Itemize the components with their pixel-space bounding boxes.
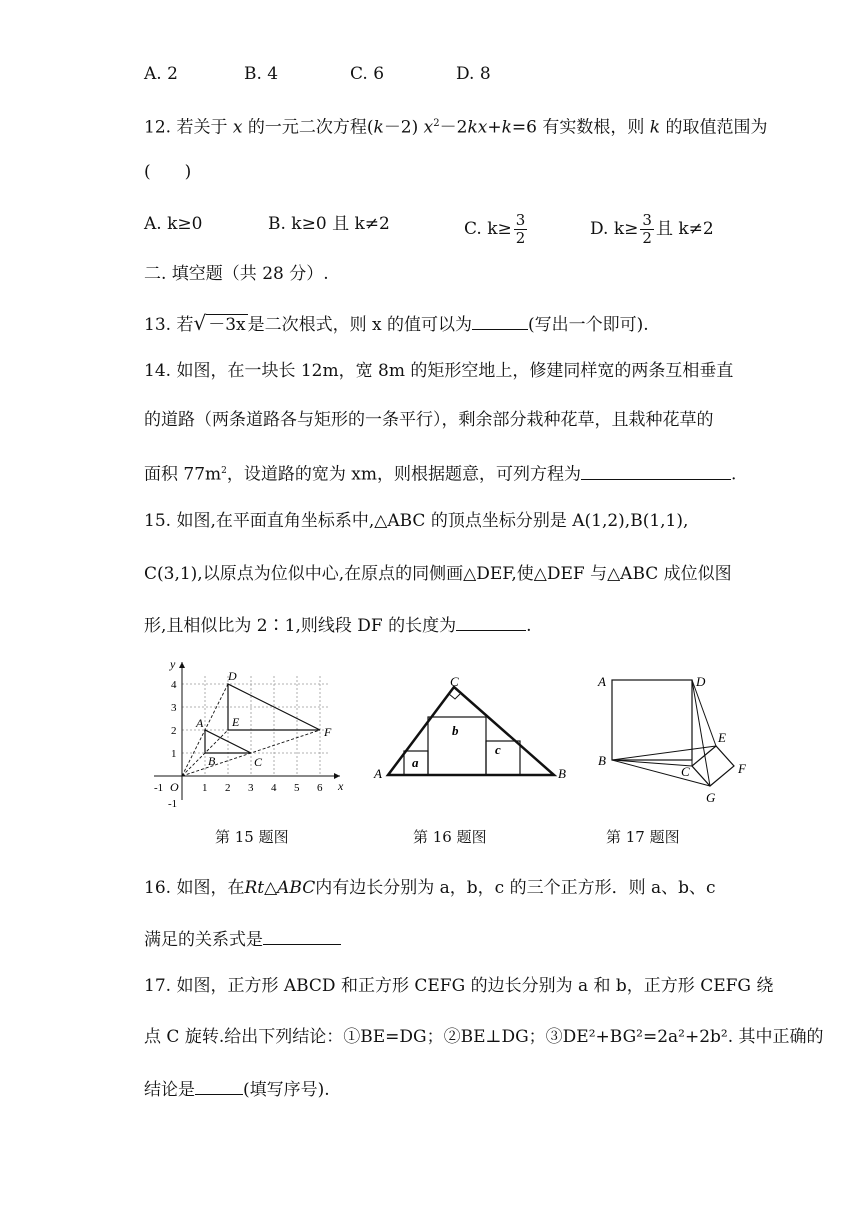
q17-answer-blank[interactable] <box>195 1076 243 1095</box>
y-axis-label: y <box>170 657 176 671</box>
radicand: －3x <box>208 315 246 335</box>
q17-line2: 点 C 旋转.给出下列结论：①BE=DG；②BE⊥DG；③DE²+BG²=2a²+2b². 其中正确的 <box>144 1027 824 1047</box>
y-tick: 2 <box>171 725 177 737</box>
figure-15-caption: 第 15 题图 <box>215 828 289 846</box>
vertex-a-label: A <box>598 674 606 689</box>
q12-option-d: D. k≥ $\frac{3}{2}$ 且 k≠2 <box>590 211 714 247</box>
right-angle-mark <box>449 694 460 699</box>
figure-16-triangle-squares <box>368 668 578 788</box>
y-tick: -1 <box>168 798 178 810</box>
q15-line2: C(3,1),以原点为位似中心,在原点的同侧画△DEF,使△DEF 与△ABC 成位似图 <box>144 564 732 584</box>
q12-option-b: B. k≥0 且 k≠2 <box>268 214 390 234</box>
figure-17-rotated-squares <box>592 668 767 808</box>
vertex-d-label: D <box>696 674 706 689</box>
q14-line2: 的道路（两条道路各与矩形的一条平行），剩余部分栽种花草，且栽种花草的 <box>144 410 714 430</box>
x-tick: 5 <box>294 782 300 794</box>
q17-line1: 17. 如图，正方形 ABCD 和正方形 CEFG 的边长分别为 a 和 b，正方形 CEFG 绕 <box>144 976 774 996</box>
x-tick: 4 <box>271 782 277 794</box>
point-b-label: B <box>208 754 216 768</box>
point-d-label: D <box>228 669 237 683</box>
label-a: a <box>412 755 419 770</box>
q11-option-c: C. 6 <box>350 64 385 84</box>
square-abcd <box>612 680 692 760</box>
q14-answer-blank[interactable] <box>581 461 731 480</box>
vertex-e-label: E <box>718 730 726 745</box>
label-c: c <box>495 742 501 757</box>
x-tick: -1 <box>154 782 164 794</box>
q12-option-c: C. k≥ $\frac{3}{2}$ <box>464 211 526 247</box>
q14-line1: 14. 如图，在一块长 12m，宽 8m 的矩形空地上，修建同样宽的两条互相垂直 <box>144 361 734 381</box>
figure-15-coordinate-plane <box>144 650 354 820</box>
vertex-b-label: B <box>558 766 566 781</box>
x-tick: 6 <box>317 782 323 794</box>
y-tick: 1 <box>171 748 177 760</box>
q16-answer-blank[interactable] <box>263 926 341 945</box>
point-a-label: A <box>196 716 204 730</box>
q12-stem: 12. 若关于 x 的一元二次方程(k－2) $x^2-2kx+k=6$ 有实数根，则 k 的取值范围为 <box>144 117 768 138</box>
label-b: b <box>452 723 459 738</box>
q16-line1: 16. 如图，在Rt△ABC内有边长分别为 a，b，c 的三个正方形．则 a、b、c <box>144 878 716 898</box>
sqrt-sign: √ <box>193 311 207 335</box>
q12-answer-paren: ( ) <box>144 162 192 182</box>
x-axis-label: x <box>338 779 344 793</box>
q13: 13. 若√ －3x 是二次根式，则 x 的值可以为 (写出一个即可). <box>144 311 649 335</box>
x-tick: 1 <box>202 782 208 794</box>
vertex-b-label: B <box>598 753 606 768</box>
vertex-f-label: F <box>738 761 746 776</box>
y-axis-arrow <box>179 662 185 668</box>
figure-17-caption: 第 17 题图 <box>606 828 680 846</box>
q15-answer-blank[interactable] <box>456 612 526 631</box>
q15-line1: 15. 如图,在平面直角坐标系中,△ABC 的顶点坐标分别是 A(1,2),B(1,1), <box>144 511 689 531</box>
fraction-three-halves: $\frac{3}{2}$ <box>515 211 526 247</box>
q16-line2: 满足的关系式是 <box>144 926 341 952</box>
origin-label: O <box>170 780 179 794</box>
q14-line3: 面积 $77m^2$，设道路的宽为 xm，则根据题意，可列方程为 . <box>144 459 736 487</box>
q11-option-d: D. 8 <box>456 64 491 84</box>
x-tick: 2 <box>225 782 231 794</box>
square-cefg <box>692 746 734 786</box>
segment-de <box>692 680 716 746</box>
segment-dg <box>692 680 710 786</box>
section-fill-in: 二. 填空题（共 28 分）. <box>144 264 329 284</box>
point-e-label: E <box>232 715 240 729</box>
figure-16-caption: 第 16 题图 <box>413 828 487 846</box>
q11-options <box>144 62 704 86</box>
vertex-g-label: G <box>706 790 716 805</box>
q11-option-b: B. 4 <box>244 64 279 84</box>
q12-option-a: A. k≥0 <box>144 214 203 234</box>
x-tick: 3 <box>248 782 254 794</box>
vertex-c-label: C <box>450 674 459 689</box>
q11-option-a: A. 2 <box>144 64 178 84</box>
point-f-label: F <box>324 725 332 739</box>
segment-be <box>612 746 716 760</box>
q12-options <box>144 208 784 248</box>
point-c-label: C <box>254 755 263 769</box>
y-tick: 3 <box>171 702 177 714</box>
q13-answer-blank[interactable] <box>472 311 528 330</box>
square-c <box>486 741 520 775</box>
fraction-three-halves: $\frac{3}{2}$ <box>642 211 652 247</box>
vertex-a-label: A <box>374 766 382 781</box>
q17-line3: 结论是 (填写序号). <box>144 1076 330 1102</box>
y-tick: 4 <box>171 679 177 691</box>
vertex-c-label: C <box>681 764 690 779</box>
q15-line3: 形,且相似比为 2∶1,则线段 DF 的长度为 . <box>144 612 531 638</box>
